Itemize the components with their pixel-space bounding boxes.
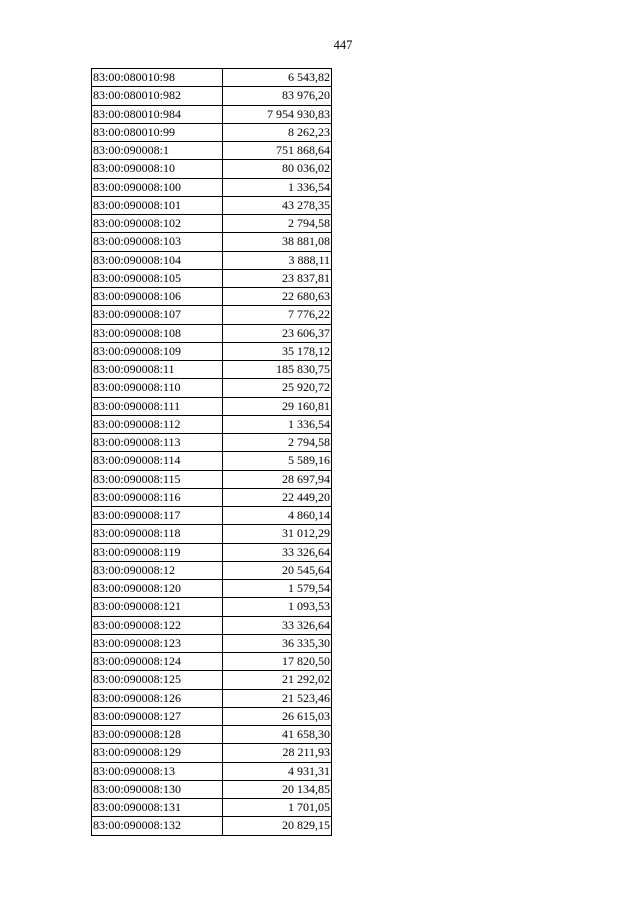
- page-number: 447: [333, 38, 353, 52]
- value-cell: 22 680,63: [223, 288, 332, 306]
- cadastral-number-cell: 83:00:080010:98: [92, 69, 223, 87]
- cadastral-number-cell: 83:00:090008:118: [92, 525, 223, 543]
- cadastral-number-cell: 83:00:090008:119: [92, 543, 223, 561]
- value-cell: 20 134,85: [223, 780, 332, 798]
- cadastral-number-cell: 83:00:090008:111: [92, 397, 223, 415]
- table-row: [92, 123, 332, 141]
- value-cell: 31 012,29: [223, 525, 332, 543]
- table-row: [92, 69, 332, 87]
- cadastral-number-cell: 83:00:090008:108: [92, 324, 223, 342]
- table-row: [92, 233, 332, 251]
- table-row: [92, 689, 332, 707]
- table-row: [92, 452, 332, 470]
- value-cell: 8 262,23: [223, 123, 332, 141]
- cadastral-number-cell: 83:00:090008:104: [92, 251, 223, 269]
- cadastral-number-cell: 83:00:090008:131: [92, 799, 223, 817]
- cadastral-number-cell: 83:00:090008:110: [92, 379, 223, 397]
- value-cell: 33 326,64: [223, 543, 332, 561]
- cadastral-number-cell: 83:00:090008:125: [92, 671, 223, 689]
- cadastral-number-cell: 83:00:090008:105: [92, 269, 223, 287]
- value-cell: 20 829,15: [223, 817, 332, 835]
- table-row: [92, 87, 332, 105]
- cadastral-number-cell: 83:00:090008:129: [92, 744, 223, 762]
- cadastral-number-cell: 83:00:090008:122: [92, 616, 223, 634]
- value-cell: 29 160,81: [223, 397, 332, 415]
- table-row: [92, 160, 332, 178]
- value-cell: 33 326,64: [223, 616, 332, 634]
- table-row: [92, 178, 332, 196]
- cadastral-number-cell: 83:00:090008:13: [92, 762, 223, 780]
- cadastral-number-cell: 83:00:090008:116: [92, 488, 223, 506]
- cadastral-number-cell: 83:00:090008:124: [92, 653, 223, 671]
- table-row: [92, 780, 332, 798]
- table-row: [92, 507, 332, 525]
- cadastral-number-cell: 83:00:090008:106: [92, 288, 223, 306]
- table-row: [92, 215, 332, 233]
- cadastral-number-cell: 83:00:090008:113: [92, 434, 223, 452]
- table-row: [92, 288, 332, 306]
- value-cell: 2 794,58: [223, 434, 332, 452]
- table-row: [92, 397, 332, 415]
- value-cell: 36 335,30: [223, 634, 332, 652]
- value-cell: 1 579,54: [223, 580, 332, 598]
- table-row: [92, 616, 332, 634]
- value-cell: 751 868,64: [223, 142, 332, 160]
- cadastral-number-cell: 83:00:090008:12: [92, 561, 223, 579]
- value-cell: 83 976,20: [223, 87, 332, 105]
- table-row: [92, 561, 332, 579]
- cadastral-number-cell: 83:00:090008:123: [92, 634, 223, 652]
- value-cell: 5 589,16: [223, 452, 332, 470]
- table-row: [92, 342, 332, 360]
- table-row: [92, 361, 332, 379]
- cadastral-number-cell: 83:00:090008:109: [92, 342, 223, 360]
- cadastral-number-cell: 83:00:090008:132: [92, 817, 223, 835]
- value-cell: 43 278,35: [223, 196, 332, 214]
- table-row: [92, 434, 332, 452]
- value-cell: 7 776,22: [223, 306, 332, 324]
- value-cell: 4 860,14: [223, 507, 332, 525]
- cadastral-number-cell: 83:00:090008:112: [92, 415, 223, 433]
- table-row: [92, 470, 332, 488]
- cadastral-number-cell: 83:00:090008:103: [92, 233, 223, 251]
- cadastral-number-cell: 83:00:090008:107: [92, 306, 223, 324]
- cadastral-value-table: [91, 68, 332, 836]
- table-row: [92, 671, 332, 689]
- cadastral-number-cell: 83:00:090008:126: [92, 689, 223, 707]
- table-row: [92, 634, 332, 652]
- value-cell: 26 615,03: [223, 707, 332, 725]
- table-row: [92, 726, 332, 744]
- value-cell: 6 543,82: [223, 69, 332, 87]
- value-cell: 7 954 930,83: [223, 105, 332, 123]
- cadastral-number-cell: 83:00:090008:10: [92, 160, 223, 178]
- cadastral-number-cell: 83:00:080010:982: [92, 87, 223, 105]
- table-row: [92, 105, 332, 123]
- table-row: [92, 799, 332, 817]
- cadastral-number-cell: 83:00:090008:130: [92, 780, 223, 798]
- cadastral-number-cell: 83:00:090008:115: [92, 470, 223, 488]
- value-cell: 3 888,11: [223, 251, 332, 269]
- value-cell: 23 606,37: [223, 324, 332, 342]
- cadastral-number-cell: 83:00:080010:99: [92, 123, 223, 141]
- table-body: [92, 69, 332, 836]
- table-row: [92, 580, 332, 598]
- value-cell: 22 449,20: [223, 488, 332, 506]
- value-cell: 17 820,50: [223, 653, 332, 671]
- value-cell: 21 292,02: [223, 671, 332, 689]
- value-cell: 4 931,31: [223, 762, 332, 780]
- table-row: [92, 196, 332, 214]
- value-cell: 28 697,94: [223, 470, 332, 488]
- cadastral-number-cell: 83:00:090008:11: [92, 361, 223, 379]
- value-cell: 28 211,93: [223, 744, 332, 762]
- value-cell: 1 336,54: [223, 415, 332, 433]
- cadastral-number-cell: 83:00:080010:984: [92, 105, 223, 123]
- value-cell: 35 178,12: [223, 342, 332, 360]
- value-cell: 185 830,75: [223, 361, 332, 379]
- value-cell: 21 523,46: [223, 689, 332, 707]
- value-cell: 23 837,81: [223, 269, 332, 287]
- cadastral-number-cell: 83:00:090008:101: [92, 196, 223, 214]
- table-row: [92, 324, 332, 342]
- cadastral-number-cell: 83:00:090008:117: [92, 507, 223, 525]
- table-row: [92, 817, 332, 835]
- table-row: [92, 525, 332, 543]
- value-cell: 20 545,64: [223, 561, 332, 579]
- cadastral-number-cell: 83:00:090008:1: [92, 142, 223, 160]
- table-row: [92, 707, 332, 725]
- cadastral-number-cell: 83:00:090008:102: [92, 215, 223, 233]
- cadastral-number-cell: 83:00:090008:120: [92, 580, 223, 598]
- cadastral-number-cell: 83:00:090008:100: [92, 178, 223, 196]
- table-row: [92, 415, 332, 433]
- value-cell: 25 920,72: [223, 379, 332, 397]
- table-row: [92, 379, 332, 397]
- table-row: [92, 762, 332, 780]
- table-row: [92, 306, 332, 324]
- table-row: [92, 653, 332, 671]
- value-cell: 41 658,30: [223, 726, 332, 744]
- cadastral-number-cell: 83:00:090008:121: [92, 598, 223, 616]
- value-cell: 1 336,54: [223, 178, 332, 196]
- value-cell: 1 701,05: [223, 799, 332, 817]
- table-row: [92, 269, 332, 287]
- table-row: [92, 543, 332, 561]
- cadastral-number-cell: 83:00:090008:128: [92, 726, 223, 744]
- table-row: [92, 142, 332, 160]
- table-row: [92, 598, 332, 616]
- cadastral-number-cell: 83:00:090008:114: [92, 452, 223, 470]
- table-row: [92, 251, 332, 269]
- cadastral-number-cell: 83:00:090008:127: [92, 707, 223, 725]
- value-cell: 1 093,53: [223, 598, 332, 616]
- table-row: [92, 488, 332, 506]
- value-cell: 38 881,08: [223, 233, 332, 251]
- value-cell: 2 794,58: [223, 215, 332, 233]
- value-cell: 80 036,02: [223, 160, 332, 178]
- table-row: [92, 744, 332, 762]
